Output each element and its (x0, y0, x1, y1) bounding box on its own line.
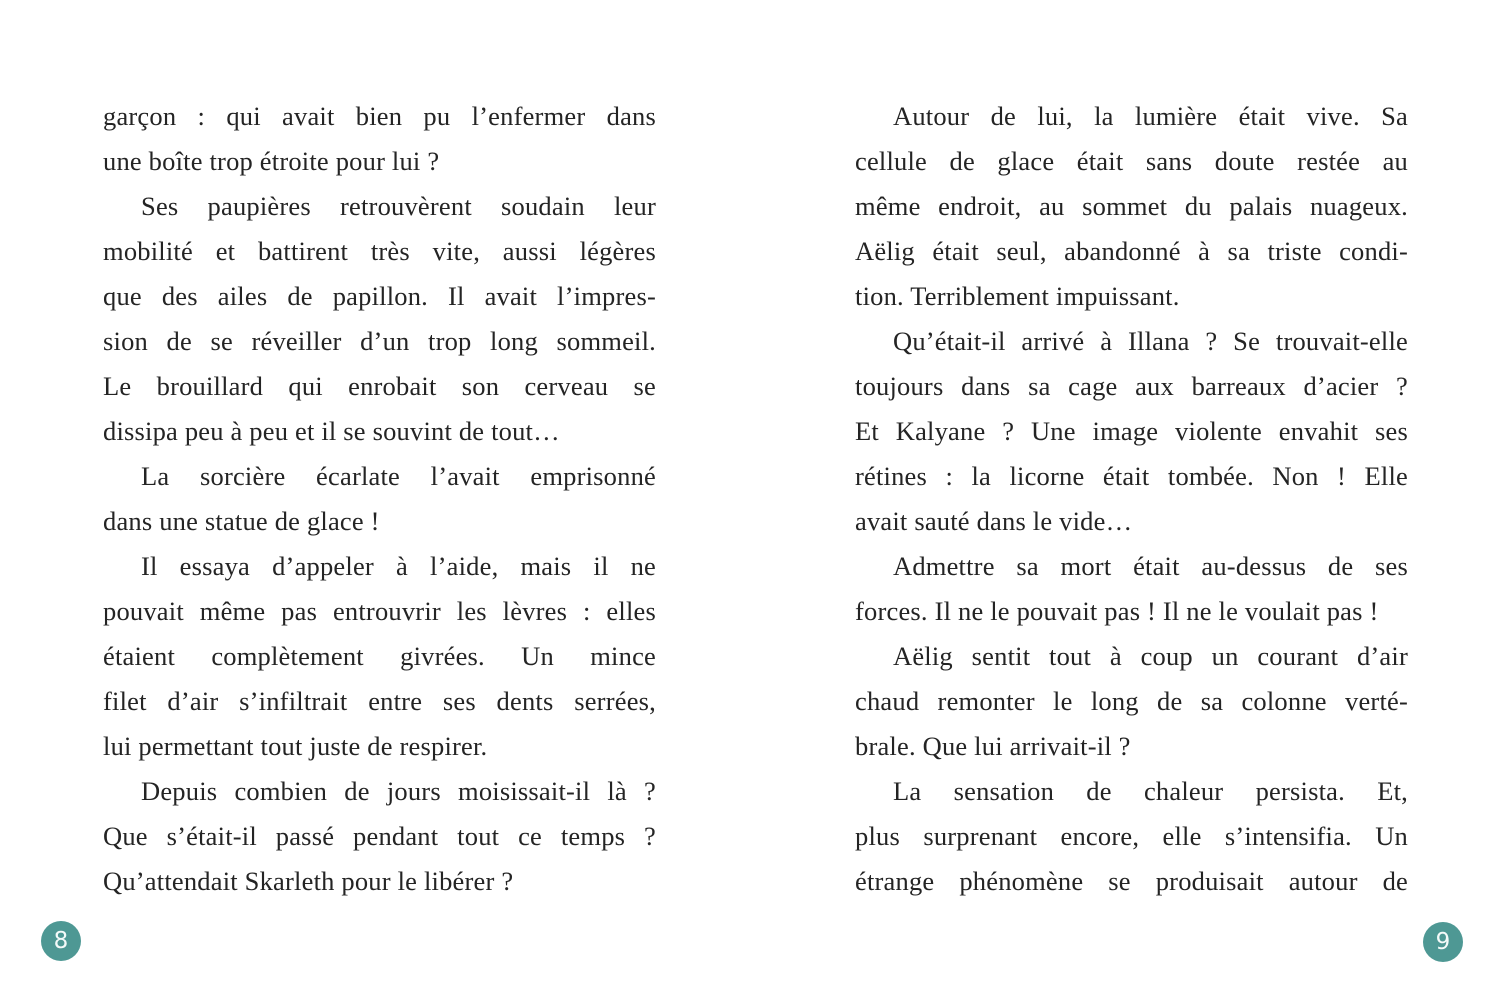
page-number-badge-right (1423, 922, 1463, 962)
text-line: Et Kalyane ? Une image violente envahit ses (855, 416, 1408, 446)
text-line: tion. Terriblement impuissant. (855, 281, 1180, 311)
text-line: chaud remonter le long de sa colonne verté- (855, 686, 1408, 716)
text-line: Qu’était-il arrivé à Illana ? Se trouvait-elle (893, 326, 1408, 356)
text-line: sion de se réveiller d’un trop long sommeil. (103, 326, 656, 356)
text-line: que des ailes de papillon. Il avait l’impres- (103, 281, 656, 311)
page-left-text (103, 94, 656, 904)
page-number-left: 8 (53, 927, 69, 954)
text-line: Aëlig sentit tout à coup un courant d’air (893, 641, 1408, 671)
text-line: garçon : qui avait bien pu l’enfermer dans (103, 101, 656, 131)
text-line: toujours dans sa cage aux barreaux d’acier ? (855, 371, 1408, 401)
text-line: Il essaya d’appeler à l’aide, mais il ne (141, 551, 656, 581)
text-line: La sorcière écarlate l’avait emprisonné (141, 461, 656, 491)
text-line: brale. Que lui arrivait-il ? (855, 731, 1131, 761)
text-line: La sensation de chaleur persista. Et, (893, 776, 1408, 806)
text-line: cellule de glace était sans doute restée au (855, 146, 1408, 176)
text-line: pouvait même pas entrouvrir les lèvres : elles (103, 596, 656, 626)
page-number-badge-left (41, 921, 81, 961)
text-line: mobilité et battirent très vite, aussi légères (103, 236, 656, 266)
text-line: Depuis combien de jours moisissait-il là ? (141, 776, 656, 806)
text-line: Aëlig était seul, abandonné à sa triste condi- (855, 236, 1408, 266)
text-line: lui permettant tout juste de respirer. (103, 731, 488, 761)
text-line: avait sauté dans le vide… (855, 506, 1133, 536)
text-line: forces. Il ne le pouvait pas ! Il ne le voulait pas ! (855, 596, 1379, 626)
text-line: une boîte trop étroite pour lui ? (103, 146, 440, 176)
text-line: filet d’air s’infiltrait entre ses dents serrées, (103, 686, 656, 716)
text-line: Que s’était-il passé pendant tout ce temps ? (103, 821, 656, 851)
text-line: Le brouillard qui enrobait son cerveau se (103, 371, 656, 401)
page-right-text (855, 94, 1408, 904)
text-line: dans une statue de glace ! (103, 506, 380, 536)
text-line: étaient complètement givrées. Un mince (103, 641, 656, 671)
text-line: plus surprenant encore, elle s’intensifia. Un (855, 821, 1408, 851)
text-line: Ses paupières retrouvèrent soudain leur (141, 191, 656, 221)
text-line: dissipa peu à peu et il se souvint de tout… (103, 416, 560, 446)
text-line: étrange phénomène se produisait autour de (855, 866, 1408, 896)
text-line: rétines : la licorne était tombée. Non ! Elle (855, 461, 1408, 491)
text-line: Admettre sa mort était au-dessus de ses (893, 551, 1408, 581)
text-line: même endroit, au sommet du palais nuageux. (855, 191, 1408, 221)
page-number-right: 9 (1435, 928, 1451, 955)
text-line: Qu’attendait Skarleth pour le libérer ? (103, 866, 514, 896)
text-line: Autour de lui, la lumière était vive. Sa (893, 101, 1408, 131)
